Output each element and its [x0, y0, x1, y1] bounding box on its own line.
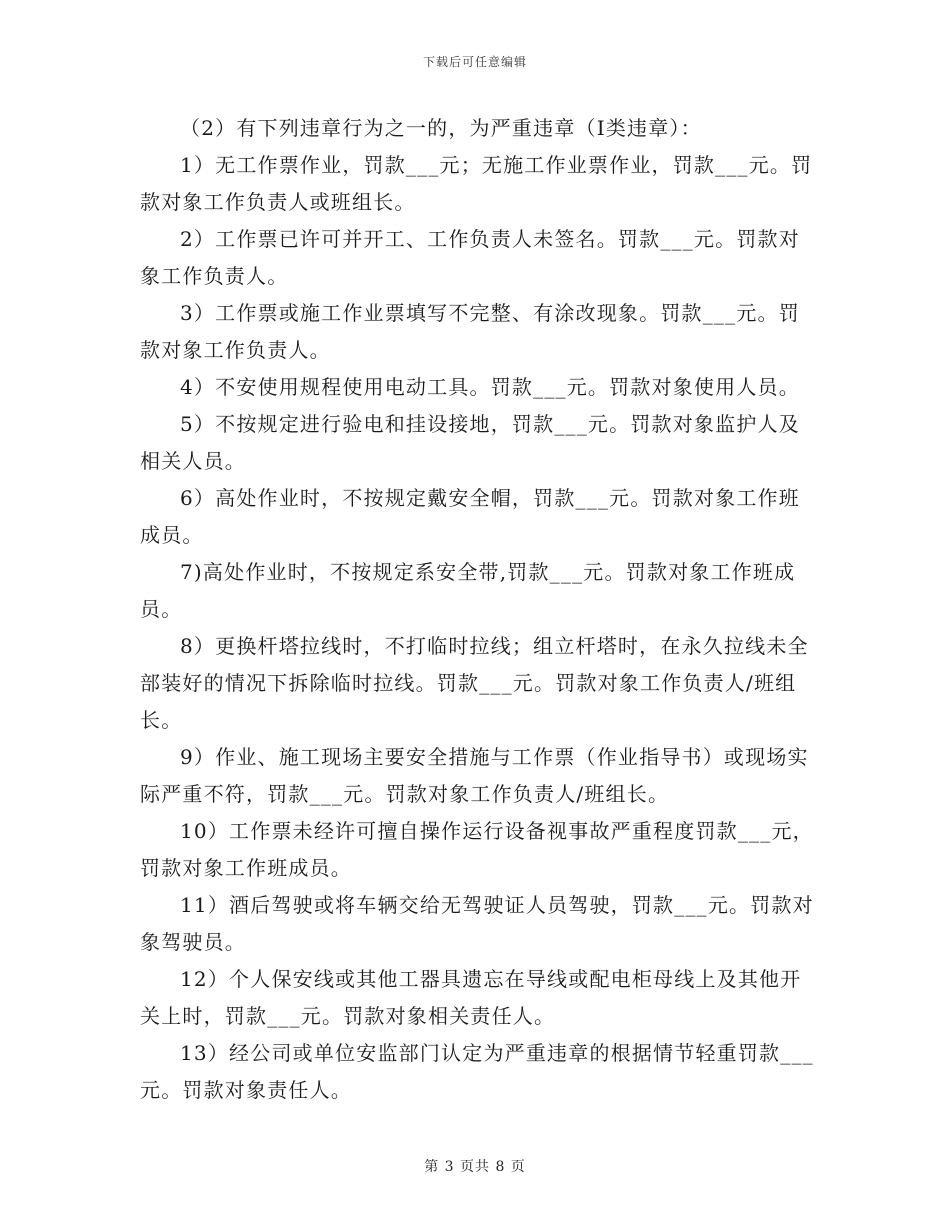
paragraph-item-4: 4）不安使用规程使用电动工具。罚款___元。罚款对象使用人员。 [180, 375, 800, 399]
paragraph-item-7: 7)高处作业时，不按规定系安全带,罚款___元。罚款对象工作班成员。 [140, 560, 796, 621]
paragraph-item-13: 13）经公司或单位安监部门认定为严重违章的根据情节轻重罚款___元。罚款对象责任人。 [140, 1041, 814, 1102]
paragraph-item-1: 1）无工作票作业，罚款___元；无施工作业票作业，罚款___元。罚款对象工作负责人或班组长。 [140, 153, 813, 214]
paragraph-item-12: 12）个人保安线或其他工器具遗忘在导线或配电柜母线上及其他开关上时，罚款___元。罚款对象相关责任人。 [140, 967, 802, 1028]
paragraph-item-3: 3）工作票或施工作业票填写不完整、有涂改现象。罚款___元。罚款对象工作负责人。 [140, 301, 800, 362]
paragraph-item-10: 10）工作票未经许可擅自操作运行设备视事故严重程度罚款___元，罚款对象工作班成员。 [140, 819, 814, 880]
paragraph-item-11: 11）酒后驾驶或将车辆交给无驾驶证人员驾驶，罚款___元。罚款对象驾驶员。 [140, 893, 814, 954]
page-header: 下载后可任意编辑 [422, 55, 527, 69]
document-body [140, 110, 816, 1109]
page-footer: 第 3 页共 8 页 [424, 1159, 526, 1175]
paragraph-item-2: 2）工作票已许可并开工、工作负责人未签名。罚款___元。罚款对象工作负责人。 [140, 227, 800, 288]
paragraph-item-8: 8）更换杆塔拉线时，不打临时拉线；组立杆塔时，在永久拉线未全部装好的情况下拆除临时拉线。罚款___元。罚款对象工作负责人/班组长。 [140, 634, 809, 732]
paragraph-heading: （2）有下列违章行为之一的，为严重违章（Ⅰ类违章）： [180, 116, 702, 140]
paragraph-item-6: 6）高处作业时，不按规定戴安全帽，罚款___元。罚款对象工作班成员。 [140, 486, 800, 547]
paragraph-item-5: 5）不按规定进行验电和挂设接地，罚款___元。罚款对象监护人及相关人员。 [140, 412, 800, 473]
paragraph-item-9: 9）作业、施工现场主要安全措施与工作票（作业指导书）或现场实际严重不符，罚款___元。罚款对象工作负责人/班组长。 [140, 745, 809, 806]
